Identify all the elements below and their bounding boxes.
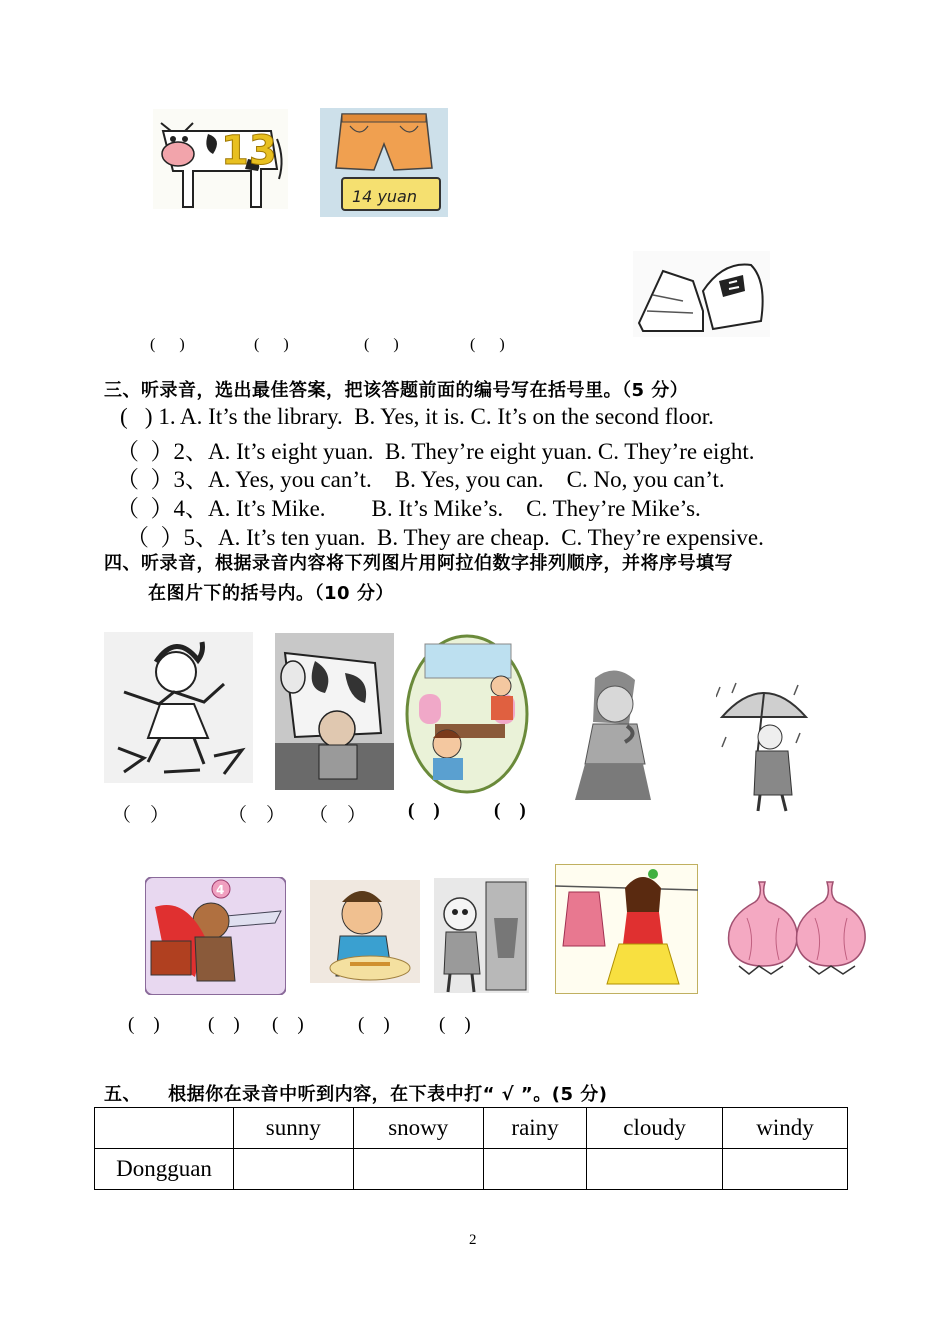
bracket-row1-3: （ ） <box>309 805 367 826</box>
onions-picture <box>719 878 878 975</box>
weather-row-city: Dongguan <box>95 1149 234 1190</box>
weather-cell-snowy[interactable] <box>353 1149 483 1190</box>
bracket-top-2: ( ) <box>254 336 289 353</box>
bracket-row2-3: ( ) <box>272 1014 304 1035</box>
weather-table-row <box>95 1149 848 1190</box>
page-number: 2 <box>469 1232 477 1248</box>
weather-header-sunny: sunny <box>234 1108 354 1149</box>
cow-13-picture <box>153 109 288 209</box>
weather-table-header-row <box>95 1108 848 1149</box>
weather-cell-rainy[interactable] <box>483 1149 586 1190</box>
boy-opening-closet-picture <box>434 878 529 993</box>
weather-header-rainy: rainy <box>483 1108 586 1149</box>
bracket-top-4: ( ) <box>470 336 505 353</box>
cow-number: 13 <box>221 128 277 174</box>
section4-heading-line1: 四、听录音，根据录音内容将下列图片用阿拉伯数字排列顺序，并将序号填写 <box>104 553 733 574</box>
weather-cell-sunny[interactable] <box>234 1149 354 1190</box>
section3-question-4: （ ）4、A. It’s Mike. B. It’s Mike’s. C. They’re Mike’s. <box>116 496 701 521</box>
section3-question-1: ( ) 1. A. It’s the library. B. Yes, it is. C. It’s on the second floor. <box>120 404 714 429</box>
bracket-top-3: ( ) <box>364 336 399 353</box>
weather-header-snowy: snowy <box>353 1108 483 1149</box>
section3-heading: 三、听录音，选出最佳答案，把该答题前面的编号写在括号里。（5 分） <box>104 380 689 401</box>
weather-header-cloudy: cloudy <box>587 1108 723 1149</box>
bear-suitcase-airport-picture <box>145 877 286 995</box>
weather-header-blank <box>95 1108 234 1149</box>
bear-badge-number: 4 <box>216 883 225 897</box>
weather-cell-cloudy[interactable] <box>587 1149 723 1190</box>
weather-table <box>94 1107 848 1190</box>
bracket-row1-5: ( ) <box>494 800 526 821</box>
girl-jumping-puddle-picture <box>104 632 253 783</box>
section3-question-5: （ ）5、A. It’s ten yuan. B. They are cheap. C. They’re expensive. <box>126 525 764 550</box>
bracket-row2-1: ( ) <box>128 1014 160 1035</box>
boy-umbrella-rain-picture <box>716 677 811 812</box>
girl-thinking-picture <box>565 664 658 804</box>
shoes-picture <box>633 251 770 337</box>
girl-hanging-clothes-picture <box>555 864 698 994</box>
weather-cell-windy[interactable] <box>722 1149 847 1190</box>
boy-milking-cow-picture <box>275 633 394 790</box>
section5-heading: 五、 根据你在录音中听到内容，在下表中打“ √ ”。(5 分) <box>104 1084 608 1105</box>
weather-header-windy: windy <box>722 1108 847 1149</box>
bracket-top-1: ( ) <box>150 336 185 353</box>
section3-question-2: （ ）2、A. It’s eight yuan. B. They’re eight yuan. C. They’re eight. <box>116 439 755 464</box>
bracket-row2-2: ( ) <box>208 1014 240 1035</box>
boy-eating-picture <box>310 880 420 983</box>
bracket-row2-4: ( ) <box>358 1014 390 1035</box>
bracket-row1-2: （ ） <box>228 805 286 826</box>
bracket-row1-4: ( ) <box>408 800 440 821</box>
bracket-row1-1: （ ） <box>112 805 170 826</box>
section3-question-3: （ ）3、A. Yes, you can’t. B. Yes, you can. C. No, you can’t. <box>116 467 725 492</box>
family-dinner-picture <box>405 634 530 794</box>
shorts-price-label: 14 yuan <box>352 187 417 206</box>
section4-heading-line2: 在图片下的括号内。（10 分） <box>148 583 394 604</box>
shorts-price-picture <box>320 108 448 217</box>
bracket-row2-5: ( ) <box>439 1014 471 1035</box>
